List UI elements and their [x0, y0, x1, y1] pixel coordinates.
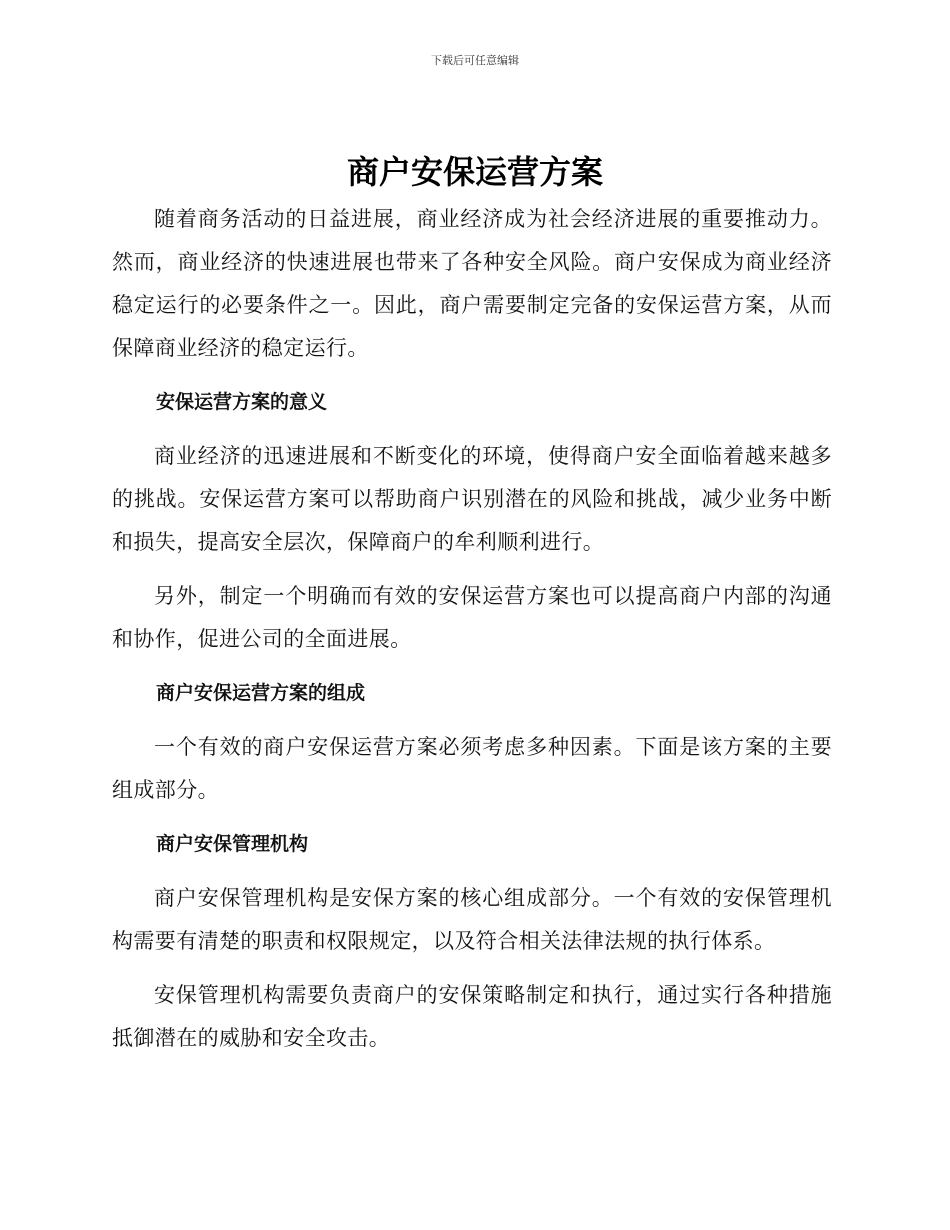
document-body [112, 198, 832, 1060]
paragraph-intro: 随着商务活动的日益进展，商业经济成为社会经济进展的重要推动力。然而，商业经济的快速进展也带来了各种安全风险。商户安保成为商业经济稳定运行的必要条件之一。因此，商户需要制定完备的安保运营方案，从而保障商业经济的稳定运行。 [112, 207, 832, 360]
page-header: 下载后可任意编辑 [431, 54, 519, 67]
paragraph-composition: 一个有效的商户安保运营方案必须考虑多种因素。下面是该方案的主要组成部分。 [112, 735, 832, 802]
paragraph-management-2: 安保管理机构需要负责商户的安保策略制定和执行，通过实行各种措施抵御潜在的威胁和安全攻击。 [112, 983, 832, 1050]
section-heading-composition: 商户安保运营方案的组成 [156, 682, 366, 704]
document-title: 商户安保运营方案 [346, 153, 603, 191]
section-heading-management: 商户安保管理机构 [156, 833, 309, 855]
paragraph-significance-2: 另外，制定一个明确而有效的安保运营方案也可以提高商户内部的沟通和协作，促进公司的全面进展。 [112, 584, 832, 651]
section-heading-significance: 安保运营方案的意义 [156, 391, 328, 413]
paragraph-significance-1: 商业经济的迅速进展和不断变化的环境，使得商户安全面临着越来越多的挑战。安保运营方案可以帮助商户识别潜在的风险和挑战，减少业务中断和损失，提高安全层次，保障商户的牟利顺利进行。 [112, 444, 832, 554]
paragraph-management-1: 商户安保管理机构是安保方案的核心组成部分。一个有效的安保管理机构需要有清楚的职责和权限规定，以及符合相关法律法规的执行体系。 [112, 886, 832, 953]
